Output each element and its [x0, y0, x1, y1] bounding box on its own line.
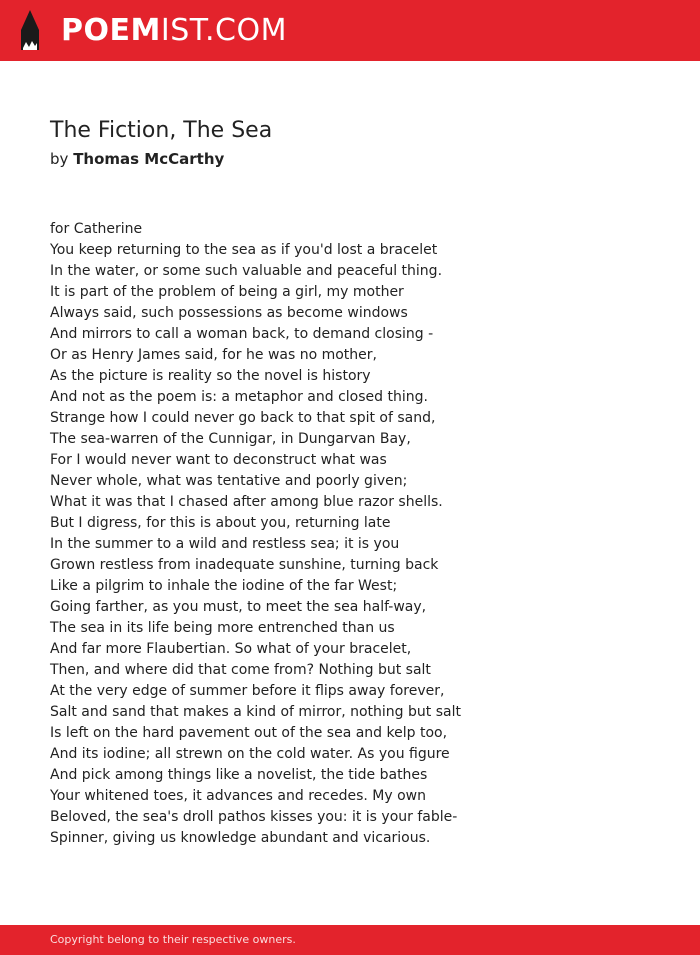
- copyright-text: Copyright belong to their respective owners.: [50, 933, 296, 946]
- poem-dedication: for Catherine: [50, 221, 143, 237]
- poem-line: Then, and where did that come from? Nothing but salt: [50, 662, 431, 678]
- poem-line: In the water, or some such valuable and peaceful thing.: [50, 263, 443, 279]
- poem-line: Or as Henry James said, for he was no mother,: [50, 347, 377, 363]
- by-label: by: [50, 150, 69, 168]
- poem-line: And not as the poem is: a metaphor and closed thing.: [50, 389, 428, 405]
- site-logo[interactable]: [61, 12, 287, 50]
- logo-light-text: IST.COM: [160, 13, 287, 48]
- poem-line: What it was that I chased after among blue razor shells.: [50, 494, 443, 510]
- poem-line: Spinner, giving us knowledge abundant and vicarious.: [50, 830, 431, 846]
- poem-line: The sea-warren of the Cunnigar, in Dungarvan Bay,: [50, 431, 411, 447]
- poem-line: Salt and sand that makes a kind of mirror, nothing but salt: [50, 704, 461, 720]
- poem-author: Thomas McCarthy: [73, 150, 225, 168]
- poem-line: But I digress, for this is about you, returning late: [50, 515, 391, 531]
- poem-line: Going farther, as you must, to meet the sea half-way,: [50, 599, 427, 615]
- poem-title: The Fiction, The Sea: [50, 118, 273, 143]
- poem-line: The sea in its life being more entrenched than us: [50, 620, 395, 636]
- byline: [50, 148, 224, 170]
- poem-line: Never whole, what was tentative and poorly given;: [50, 473, 408, 489]
- poem-line: Is left on the hard pavement out of the sea and kelp too,: [50, 725, 448, 741]
- poem-line: Strange how I could never go back to that spit of sand,: [50, 410, 436, 426]
- footer-bar: [0, 925, 700, 955]
- poem-line: In the summer to a wild and restless sea; it is you: [50, 536, 400, 552]
- poem-line: And far more Flaubertian. So what of your bracelet,: [50, 641, 412, 657]
- poem-line: Always said, such possessions as become windows: [50, 305, 408, 321]
- poem-line: For I would never want to deconstruct what was: [50, 452, 387, 468]
- poem-line: Like a pilgrim to inhale the iodine of the far West;: [50, 578, 398, 594]
- pencil-icon[interactable]: [18, 10, 42, 52]
- logo-bold-text: POEM: [61, 13, 161, 48]
- poem-line: You keep returning to the sea as if you'd lost a bracelet: [50, 242, 438, 258]
- poem-body: [50, 219, 650, 849]
- poem-line: At the very edge of summer before it flips away forever,: [50, 683, 445, 699]
- poem-line: And its iodine; all strewn on the cold water. As you figure: [50, 746, 450, 762]
- poem-line: As the picture is reality so the novel is history: [50, 368, 371, 384]
- poem-line: Beloved, the sea's droll pathos kisses you: it is your fable-: [50, 809, 458, 825]
- poem-line: And pick among things like a novelist, the tide bathes: [50, 767, 428, 783]
- header-bar: [0, 0, 700, 61]
- poem-line: And mirrors to call a woman back, to demand closing -: [50, 326, 434, 342]
- poem-line: It is part of the problem of being a girl, my mother: [50, 284, 404, 300]
- poem-line: Your whitened toes, it advances and recedes. My own: [50, 788, 426, 804]
- poem-line: Grown restless from inadequate sunshine, turning back: [50, 557, 439, 573]
